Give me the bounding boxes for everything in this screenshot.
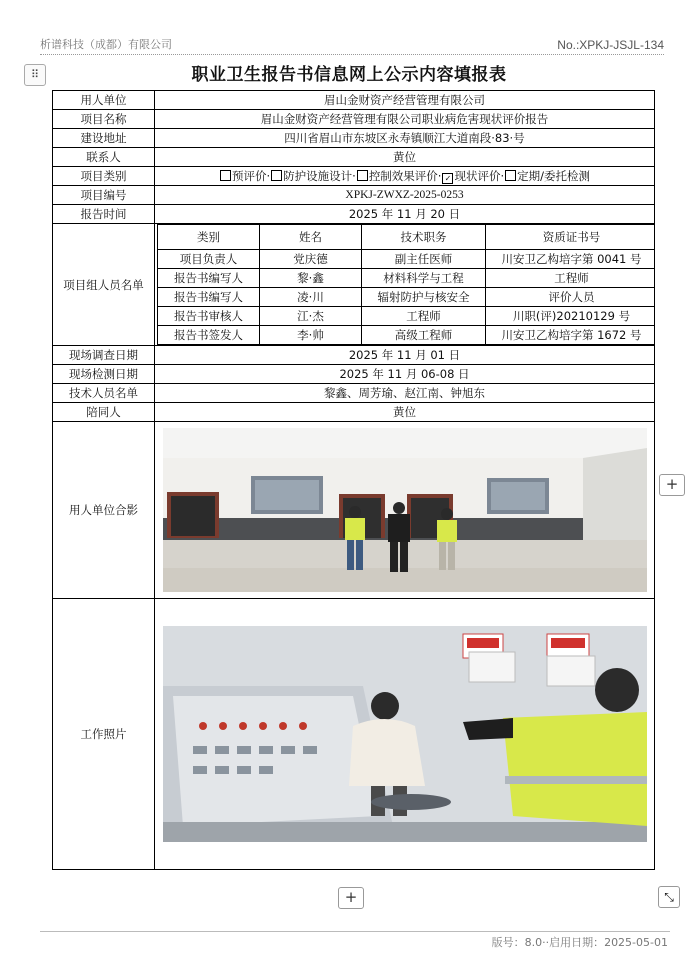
- category-options: [155, 167, 655, 186]
- table-row: [53, 365, 655, 384]
- team-header-role: 类别: [158, 225, 260, 250]
- member-title[interactable]: 辐射防护与核安全: [362, 288, 486, 307]
- team-table: [157, 224, 655, 345]
- member-cert[interactable]: 川安卫乙构培字第 0041 号: [486, 250, 655, 269]
- category-option-label: 定期/委托检测: [517, 169, 590, 183]
- report-time-value[interactable]: 2025 年 11 月 20 日: [155, 205, 655, 224]
- document-number: No.:XPKJ-JSJL-134: [557, 38, 664, 52]
- team-header-name: 姓名: [260, 225, 362, 250]
- employer-label: 用人单位: [53, 91, 155, 110]
- project-no-label: 项目编号: [53, 186, 155, 205]
- contact-label: 联系人: [53, 148, 155, 167]
- table-row: [53, 110, 655, 129]
- company-name: 析谱科技（成都）有限公司: [40, 38, 172, 51]
- team-cell: [155, 224, 655, 346]
- address-value[interactable]: 四川省眉山市东坡区永寿镇顺江大道南段·83·号: [155, 129, 655, 148]
- member-cert[interactable]: 评价人员: [486, 288, 655, 307]
- work-photo-image: [163, 626, 647, 842]
- table-row: [53, 384, 655, 403]
- member-role[interactable]: 报告书签发人: [158, 326, 260, 345]
- page-header: [40, 36, 664, 55]
- table-row: [53, 148, 655, 167]
- table-row: [53, 91, 655, 110]
- work-photo-label: 工作照片: [53, 599, 155, 870]
- group-photo-label: 用人单位合影: [53, 422, 155, 599]
- table-row: [53, 167, 655, 186]
- member-role[interactable]: 报告书编写人: [158, 288, 260, 307]
- work-photo-cell: [155, 599, 655, 870]
- table-row: [53, 599, 655, 870]
- category-option-label: 现状评价·: [454, 169, 505, 183]
- table-row: [53, 186, 655, 205]
- technicians-label: 技术人员名单: [53, 384, 155, 403]
- test-date-label: 现场检测日期: [53, 365, 155, 384]
- test-date-value[interactable]: 2025 年 11 月 06-08 日: [155, 365, 655, 384]
- category-option-label: 控制效果评价·: [368, 169, 442, 183]
- member-cert[interactable]: 川职(评)20210129 号: [486, 307, 655, 326]
- survey-date-label: 现场调查日期: [53, 346, 155, 365]
- team-header-cert: 资质证书号: [486, 225, 655, 250]
- escort-label: 陪同人: [53, 403, 155, 422]
- team-header-row: [158, 225, 655, 250]
- project-no-value[interactable]: XPKJ-ZWXZ-2025-0253: [155, 186, 655, 205]
- category-option[interactable]: [356, 169, 442, 183]
- checkbox-icon[interactable]: [271, 170, 282, 181]
- category-option[interactable]: [441, 169, 504, 183]
- member-name[interactable]: 李·帅: [260, 326, 362, 345]
- escort-value[interactable]: 黄位: [155, 403, 655, 422]
- member-role[interactable]: 项目负责人: [158, 250, 260, 269]
- table-row: [158, 326, 655, 345]
- table-row: [158, 307, 655, 326]
- technicians-value[interactable]: 黎鑫、周芳瑜、赵江南、钟旭东: [155, 384, 655, 403]
- report-time-label: 报告时间: [53, 205, 155, 224]
- member-title[interactable]: 材料科学与工程: [362, 269, 486, 288]
- member-title[interactable]: 副主任医师: [362, 250, 486, 269]
- checkbox-icon[interactable]: [220, 170, 231, 181]
- add-row-button[interactable]: +: [338, 887, 364, 909]
- group-photo-image: [163, 428, 647, 592]
- team-label: 项目组人员名单: [53, 224, 155, 346]
- table-row: [53, 224, 655, 346]
- member-name[interactable]: 凌·川: [260, 288, 362, 307]
- category-option-label: 防护设施设计·: [283, 169, 356, 183]
- member-role[interactable]: 报告书审核人: [158, 307, 260, 326]
- version-info: 版号：8.0··启用日期：2025-05-01: [491, 936, 668, 949]
- table-row: [158, 250, 655, 269]
- table-row: [53, 422, 655, 599]
- employer-value[interactable]: 眉山金财资产经营管理有限公司: [155, 91, 655, 110]
- member-cert[interactable]: 川安卫乙构培字第 1672 号: [486, 326, 655, 345]
- member-name[interactable]: 党庆德: [260, 250, 362, 269]
- table-row: [53, 129, 655, 148]
- page-footer: [40, 931, 670, 954]
- contact-value[interactable]: 黄位: [155, 148, 655, 167]
- group-photo-cell: [155, 422, 655, 599]
- table-row: [53, 403, 655, 422]
- member-cert[interactable]: 工程师: [486, 269, 655, 288]
- table-resize-handle-icon[interactable]: ⤡: [658, 886, 680, 908]
- page-title: 职业卫生报告书信息网上公示内容填报表: [191, 65, 507, 85]
- member-title[interactable]: 高级工程师: [362, 326, 486, 345]
- add-column-button[interactable]: +: [659, 474, 685, 496]
- project-name-label: 项目名称: [53, 110, 155, 129]
- team-header-title: 技术职务: [362, 225, 486, 250]
- checked-box-icon[interactable]: ✓: [442, 173, 453, 184]
- category-option[interactable]: [270, 169, 356, 183]
- category-option[interactable]: [504, 169, 590, 183]
- project-name-value[interactable]: 眉山金财资产经营管理有限公司职业病危害现状评价报告: [155, 110, 655, 129]
- group-photo[interactable]: [163, 428, 647, 592]
- survey-date-value[interactable]: 2025 年 11 月 01 日: [155, 346, 655, 365]
- checkbox-icon[interactable]: [357, 170, 368, 181]
- member-name[interactable]: 江·杰: [260, 307, 362, 326]
- table-row: [158, 269, 655, 288]
- member-name[interactable]: 黎·鑫: [260, 269, 362, 288]
- member-role[interactable]: 报告书编写人: [158, 269, 260, 288]
- category-option-label: 预评价·: [232, 169, 271, 183]
- table-move-handle-icon[interactable]: ⠿: [24, 64, 46, 86]
- checkbox-icon[interactable]: [505, 170, 516, 181]
- table-row: [158, 288, 655, 307]
- disclosure-form-table: [52, 90, 655, 870]
- table-row: [53, 346, 655, 365]
- work-photo[interactable]: [163, 626, 647, 842]
- category-label: 项目类别: [53, 167, 155, 186]
- member-title[interactable]: 工程师: [362, 307, 486, 326]
- address-label: 建设地址: [53, 129, 155, 148]
- category-option[interactable]: [219, 169, 270, 183]
- table-row: [53, 205, 655, 224]
